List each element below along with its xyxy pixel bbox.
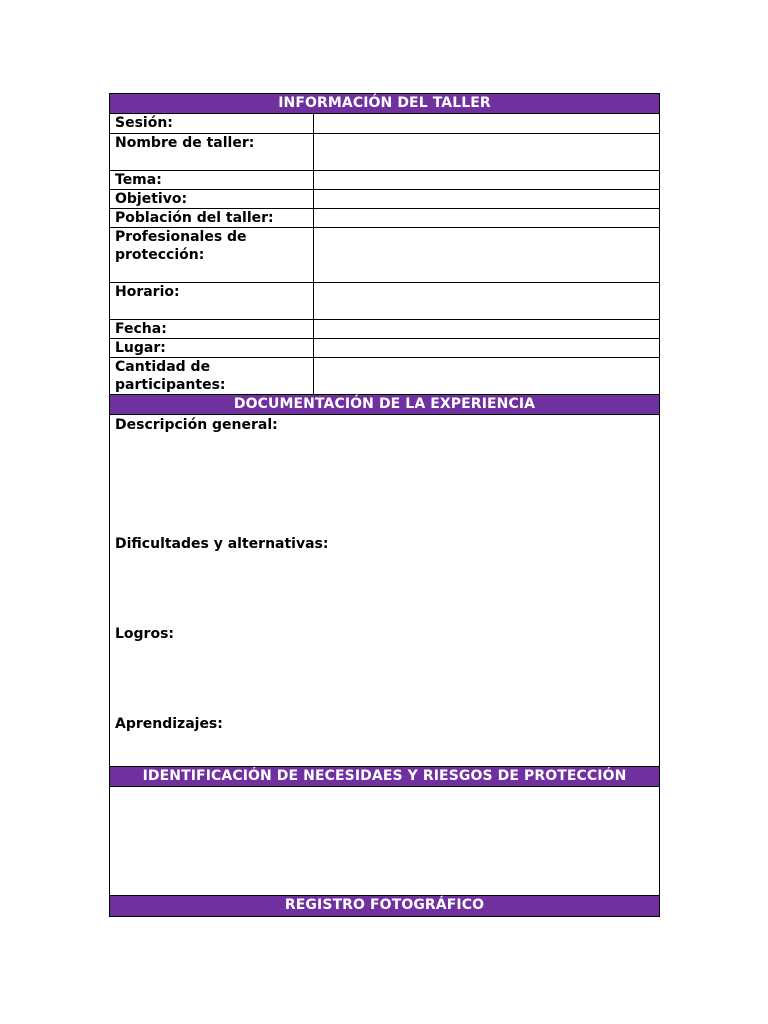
table-row bbox=[110, 338, 659, 357]
row-label-population: Población del taller: bbox=[110, 208, 313, 227]
table-row bbox=[110, 282, 659, 319]
participants-field[interactable] bbox=[313, 357, 659, 394]
achievements-label: Logros: bbox=[115, 625, 175, 642]
objective-field[interactable] bbox=[313, 189, 659, 208]
session-field[interactable] bbox=[313, 114, 659, 133]
section-header-info: INFORMACIÓN DEL TALLER bbox=[110, 94, 659, 114]
row-label-schedule: Horario: bbox=[110, 282, 313, 319]
table-row bbox=[110, 114, 659, 133]
table-row bbox=[110, 227, 659, 282]
date-field[interactable] bbox=[313, 319, 659, 338]
row-label-topic: Tema: bbox=[110, 170, 313, 189]
table-row bbox=[110, 319, 659, 338]
table-row bbox=[110, 170, 659, 189]
table-row bbox=[110, 189, 659, 208]
row-label-participants: Cantidad de participantes: bbox=[110, 357, 313, 394]
row-label-date: Fecha: bbox=[110, 319, 313, 338]
difficulties-label: Dificultades y alternativas: bbox=[115, 535, 329, 552]
table-row bbox=[110, 357, 659, 394]
workshop-report-form bbox=[109, 93, 660, 917]
section-header-documentation: DOCUMENTACIÓN DE LA EXPERIENCIA bbox=[110, 395, 659, 415]
topic-field[interactable] bbox=[313, 170, 659, 189]
workshop-name-field[interactable] bbox=[313, 133, 659, 170]
professionals-field[interactable] bbox=[313, 227, 659, 282]
place-field[interactable] bbox=[313, 338, 659, 357]
needs-risks-area[interactable] bbox=[110, 787, 659, 896]
row-label-session: Sesión: bbox=[110, 114, 313, 133]
row-label-workshop-name: Nombre de taller: bbox=[110, 133, 313, 170]
section-header-needs: IDENTIFICACIÓN DE NECESIDAES Y RIESGOS DE PROTECCIÓN bbox=[110, 767, 659, 787]
learnings-label: Aprendizajes: bbox=[115, 715, 223, 732]
row-label-objective: Objetivo: bbox=[110, 189, 313, 208]
row-label-place: Lugar: bbox=[110, 338, 313, 357]
population-field[interactable] bbox=[313, 208, 659, 227]
table-row bbox=[110, 133, 659, 170]
info-table bbox=[110, 114, 659, 395]
table-row bbox=[110, 208, 659, 227]
section-header-photos: REGISTRO FOTOGRÁFICO bbox=[110, 896, 659, 916]
description-label: Descripción general: bbox=[115, 416, 278, 433]
documentation-area[interactable] bbox=[110, 415, 659, 767]
row-label-professionals: Profesionales de protección: bbox=[110, 227, 313, 282]
schedule-field[interactable] bbox=[313, 282, 659, 319]
